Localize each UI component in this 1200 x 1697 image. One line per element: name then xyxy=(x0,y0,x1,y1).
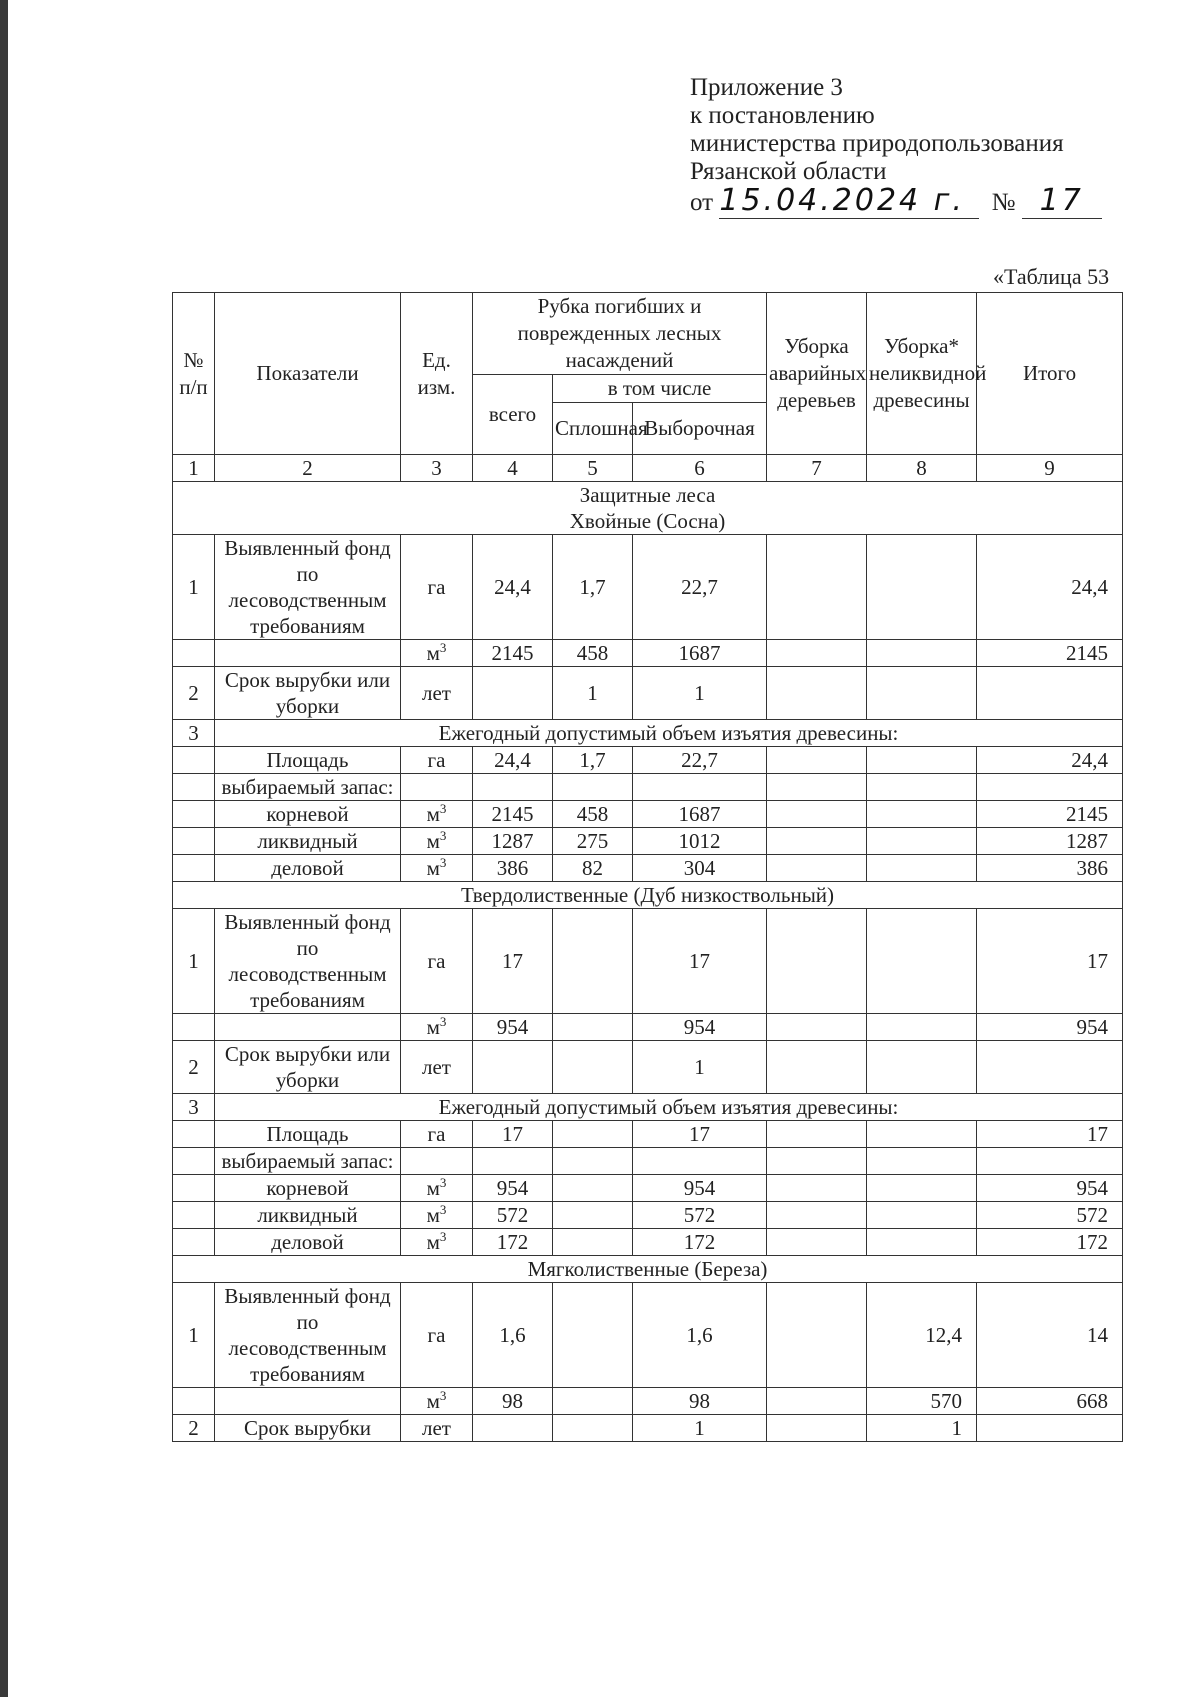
stock-row xyxy=(173,1229,1123,1256)
row-number: 1 xyxy=(173,535,215,640)
empty-cell xyxy=(173,1229,215,1256)
term-row xyxy=(173,1041,1123,1094)
value-itogo: 2145 xyxy=(977,640,1123,667)
col-unit-header: Ед. изм. xyxy=(401,293,473,455)
empty-cell xyxy=(215,640,401,667)
row-label: Выявленный фонд по лесоводственным требованиям xyxy=(215,535,401,640)
value-total: 572 xyxy=(473,1202,553,1229)
empty-cell xyxy=(215,1388,401,1415)
unit-cell: лет xyxy=(401,667,473,720)
value-selective: 172 xyxy=(633,1229,767,1256)
empty-cell xyxy=(173,1388,215,1415)
value-total: 1,6 xyxy=(473,1283,553,1388)
value-itogo: 954 xyxy=(977,1014,1123,1041)
column-number: 3 xyxy=(401,455,473,482)
value-itogo: 17 xyxy=(977,1121,1123,1148)
value-unmerch: 1 xyxy=(867,1415,977,1442)
value-unmerch xyxy=(867,909,977,1014)
value-total: 386 xyxy=(473,855,553,882)
empty-cell xyxy=(867,1148,977,1175)
column-number: 8 xyxy=(867,455,977,482)
value-selective: 954 xyxy=(633,1175,767,1202)
row-label: выбираемый запас: xyxy=(215,1148,401,1175)
value-itogo: 2145 xyxy=(977,801,1123,828)
empty-cell xyxy=(173,1014,215,1041)
value-total: 172 xyxy=(473,1229,553,1256)
value-itogo xyxy=(977,1041,1123,1094)
empty-cell xyxy=(977,774,1123,801)
value-selective: 22,7 xyxy=(633,535,767,640)
row-number: 2 xyxy=(173,667,215,720)
row-label: деловой xyxy=(215,1229,401,1256)
section-title-row xyxy=(173,1256,1123,1283)
value-itogo xyxy=(977,667,1123,720)
appendix-line-2: к постановлению xyxy=(690,102,875,129)
empty-cell xyxy=(633,774,767,801)
value-emergency xyxy=(767,1229,867,1256)
value-total: 24,4 xyxy=(473,747,553,774)
unit-cell: $м^3$ xyxy=(401,828,473,855)
col-num-header: № п/п xyxy=(173,293,215,455)
stock-label-row xyxy=(173,1148,1123,1175)
empty-cell xyxy=(553,1148,633,1175)
unit-cell: лет xyxy=(401,1041,473,1094)
value-selective: 98 xyxy=(633,1388,767,1415)
empty-cell xyxy=(173,801,215,828)
empty-cell xyxy=(767,1148,867,1175)
col-emergency-header: Уборка аварийных деревьев xyxy=(767,293,867,455)
col-cutting-header: Рубка погибших и поврежденных лесных насаждений xyxy=(473,293,767,375)
row-number: 3 xyxy=(173,1094,215,1121)
date-prefix: от xyxy=(690,189,714,216)
unit-cell: га xyxy=(401,1121,473,1148)
value-emergency xyxy=(767,909,867,1014)
empty-cell xyxy=(977,1148,1123,1175)
unit-cell: $м^3$ xyxy=(401,1229,473,1256)
fund-m3-row xyxy=(173,1014,1123,1041)
empty-cell xyxy=(401,1148,473,1175)
stock-row xyxy=(173,801,1123,828)
number-value: 17 xyxy=(1039,183,1084,218)
row-label: Площадь xyxy=(215,747,401,774)
col-indicators-header: Показатели xyxy=(215,293,401,455)
value-selective: 304 xyxy=(633,855,767,882)
term-row xyxy=(173,667,1123,720)
column-number: 1 xyxy=(173,455,215,482)
value-selective: 1 xyxy=(633,1041,767,1094)
row-label: ликвидный xyxy=(215,828,401,855)
fund-ha-row xyxy=(173,909,1123,1014)
number-prefix: № xyxy=(991,189,1016,216)
value-total: 24,4 xyxy=(473,535,553,640)
value-selective: 1,6 xyxy=(633,1283,767,1388)
value-selective: 17 xyxy=(633,1121,767,1148)
col-selective-header: Выборочная xyxy=(633,403,767,455)
empty-cell xyxy=(401,774,473,801)
col-unmerch-header: Уборка* неликвидной древесины xyxy=(867,293,977,455)
unit-cell: лет xyxy=(401,1415,473,1442)
value-itogo: 172 xyxy=(977,1229,1123,1256)
value-total: 17 xyxy=(473,909,553,1014)
value-unmerch xyxy=(867,1229,977,1256)
value-selective: 954 xyxy=(633,1014,767,1041)
unit-cell: $м^3$ xyxy=(401,1175,473,1202)
unit-cell: $м^3$ xyxy=(401,640,473,667)
value-unmerch xyxy=(867,1202,977,1229)
value-unmerch xyxy=(867,747,977,774)
empty-cell xyxy=(173,640,215,667)
forest-table xyxy=(172,292,1123,1442)
value-clear: 1,7 xyxy=(553,747,633,774)
row-label: Срок вырубки xyxy=(215,1415,401,1442)
table-body xyxy=(173,482,1123,1442)
annual-row xyxy=(173,1094,1123,1121)
value-selective: 17 xyxy=(633,909,767,1014)
value-emergency xyxy=(767,640,867,667)
section-title: Твердолиственные (Дуб низкоствольный) xyxy=(460,883,835,907)
section-title-cell xyxy=(173,882,1123,909)
value-clear: 1 xyxy=(553,667,633,720)
empty-cell xyxy=(767,774,867,801)
value-selective: 572 xyxy=(633,1202,767,1229)
stock-row xyxy=(173,828,1123,855)
value-emergency xyxy=(767,1014,867,1041)
value-emergency xyxy=(767,801,867,828)
value-total: 17 xyxy=(473,1121,553,1148)
value-unmerch: 12,4 xyxy=(867,1283,977,1388)
unit-cell: $м^3$ xyxy=(401,1202,473,1229)
value-emergency xyxy=(767,1388,867,1415)
value-itogo: 668 xyxy=(977,1388,1123,1415)
value-unmerch xyxy=(867,640,977,667)
col-including-header: в том числе xyxy=(553,375,767,403)
value-emergency xyxy=(767,828,867,855)
row-number: 1 xyxy=(173,1283,215,1388)
unit-cell: га xyxy=(401,1283,473,1388)
unit-cell: $м^3$ xyxy=(401,1014,473,1041)
table-label: «Таблица 53 xyxy=(993,264,1110,289)
empty-cell xyxy=(215,1014,401,1041)
empty-cell xyxy=(173,1148,215,1175)
annual-row xyxy=(173,720,1123,747)
value-emergency xyxy=(767,1175,867,1202)
section-title-row xyxy=(173,482,1123,535)
value-clear xyxy=(553,1283,633,1388)
value-unmerch xyxy=(867,1014,977,1041)
value-emergency xyxy=(767,855,867,882)
appendix-header xyxy=(690,74,1102,219)
value-total: 98 xyxy=(473,1388,553,1415)
row-label: Выявленный фонд по лесоводственным требованиям xyxy=(215,909,401,1014)
value-clear xyxy=(553,1121,633,1148)
appendix-title: Приложение 3 xyxy=(690,74,843,101)
section-title-cell xyxy=(173,1256,1123,1283)
value-unmerch xyxy=(867,1041,977,1094)
value-clear xyxy=(553,1175,633,1202)
value-clear: 458 xyxy=(553,801,633,828)
row-label: корневой xyxy=(215,1175,401,1202)
value-total: 2145 xyxy=(473,640,553,667)
fund-m3-row xyxy=(173,1388,1123,1415)
unit-cell: $м^3$ xyxy=(401,855,473,882)
empty-cell xyxy=(173,1202,215,1229)
row-label: выбираемый запас: xyxy=(215,774,401,801)
value-itogo: 1287 xyxy=(977,828,1123,855)
value-total xyxy=(473,1041,553,1094)
row-label: Выявленный фонд по лесоводственным требованиям xyxy=(215,1283,401,1388)
value-total xyxy=(473,667,553,720)
value-total: 1287 xyxy=(473,828,553,855)
empty-cell xyxy=(553,774,633,801)
value-clear xyxy=(553,1202,633,1229)
row-label: ликвидный xyxy=(215,1202,401,1229)
row-label: корневой xyxy=(215,801,401,828)
value-clear xyxy=(553,1041,633,1094)
value-itogo: 17 xyxy=(977,909,1123,1014)
value-itogo: 14 xyxy=(977,1283,1123,1388)
unit-cell: $м^3$ xyxy=(401,1388,473,1415)
value-selective: 1 xyxy=(633,1415,767,1442)
section-title-row xyxy=(173,882,1123,909)
appendix-date-line xyxy=(690,183,1102,219)
value-selective: 1687 xyxy=(633,640,767,667)
value-unmerch xyxy=(867,1121,977,1148)
value-emergency xyxy=(767,667,867,720)
unit-cell: га xyxy=(401,535,473,640)
stock-label-row xyxy=(173,774,1123,801)
stock-row xyxy=(173,855,1123,882)
value-itogo: 386 xyxy=(977,855,1123,882)
empty-cell xyxy=(173,1121,215,1148)
fund-ha-row xyxy=(173,535,1123,640)
col-itogo-header: Итого xyxy=(977,293,1123,455)
fund-m3-row xyxy=(173,640,1123,667)
section-group-title: Защитные леса xyxy=(579,483,716,507)
number-field xyxy=(1022,183,1102,219)
area-row xyxy=(173,747,1123,774)
value-itogo: 572 xyxy=(977,1202,1123,1229)
value-emergency xyxy=(767,1283,867,1388)
value-clear: 1,7 xyxy=(553,535,633,640)
area-row xyxy=(173,1121,1123,1148)
annual-label: Ежегодный допустимый объем изъятия древесины: xyxy=(215,720,1123,747)
row-number: 2 xyxy=(173,1415,215,1442)
empty-cell xyxy=(173,855,215,882)
section-title: Хвойные (Сосна) xyxy=(569,509,726,533)
empty-cell xyxy=(633,1148,767,1175)
unit-cell: $м^3$ xyxy=(401,801,473,828)
col-clear-header: Сплошная xyxy=(553,403,633,455)
value-emergency xyxy=(767,535,867,640)
column-number: 6 xyxy=(633,455,767,482)
scan-edge xyxy=(0,0,8,1697)
value-clear xyxy=(553,909,633,1014)
annual-label: Ежегодный допустимый объем изъятия древесины: xyxy=(215,1094,1123,1121)
value-selective: 1 xyxy=(633,667,767,720)
value-clear xyxy=(553,1014,633,1041)
value-unmerch xyxy=(867,855,977,882)
value-clear: 275 xyxy=(553,828,633,855)
unit-cell: га xyxy=(401,747,473,774)
value-itogo: 24,4 xyxy=(977,747,1123,774)
row-label: Срок вырубки или уборки xyxy=(215,667,401,720)
column-number: 4 xyxy=(473,455,553,482)
empty-cell xyxy=(173,1175,215,1202)
value-itogo: 954 xyxy=(977,1175,1123,1202)
section-title: Мягколиственные (Береза) xyxy=(527,1257,768,1281)
value-total xyxy=(473,1415,553,1442)
value-itogo: 24,4 xyxy=(977,535,1123,640)
stock-row xyxy=(173,1202,1123,1229)
fund-ha-row xyxy=(173,1283,1123,1388)
value-clear: 82 xyxy=(553,855,633,882)
value-unmerch xyxy=(867,801,977,828)
empty-cell xyxy=(473,774,553,801)
appendix-line-3: министерства природопользования xyxy=(690,130,1064,157)
empty-cell xyxy=(173,774,215,801)
row-label: Срок вырубки или уборки xyxy=(215,1041,401,1094)
value-total: 954 xyxy=(473,1014,553,1041)
value-clear: 458 xyxy=(553,640,633,667)
header-row-1 xyxy=(173,293,1123,375)
value-emergency xyxy=(767,747,867,774)
value-emergency xyxy=(767,1202,867,1229)
unit-cell: га xyxy=(401,909,473,1014)
date-field xyxy=(719,183,979,219)
column-number: 9 xyxy=(977,455,1123,482)
value-clear xyxy=(553,1229,633,1256)
row-number: 1 xyxy=(173,909,215,1014)
value-emergency xyxy=(767,1415,867,1442)
value-selective: 22,7 xyxy=(633,747,767,774)
value-selective: 1012 xyxy=(633,828,767,855)
empty-cell xyxy=(173,747,215,774)
value-emergency xyxy=(767,1121,867,1148)
value-emergency xyxy=(767,1041,867,1094)
term-row xyxy=(173,1415,1123,1442)
appendix-line-4: Рязанской области xyxy=(690,158,887,185)
section-title-cell xyxy=(173,482,1123,535)
value-unmerch: 570 xyxy=(867,1388,977,1415)
value-selective: 1687 xyxy=(633,801,767,828)
column-number: 7 xyxy=(767,455,867,482)
column-number: 5 xyxy=(553,455,633,482)
value-unmerch xyxy=(867,535,977,640)
date-value: 15.04.2024 г. xyxy=(719,183,965,218)
value-unmerch xyxy=(867,828,977,855)
value-clear xyxy=(553,1388,633,1415)
empty-cell xyxy=(173,828,215,855)
column-number: 2 xyxy=(215,455,401,482)
value-total: 2145 xyxy=(473,801,553,828)
value-unmerch xyxy=(867,1175,977,1202)
value-total: 954 xyxy=(473,1175,553,1202)
value-unmerch xyxy=(867,667,977,720)
stock-row xyxy=(173,1175,1123,1202)
row-label: деловой xyxy=(215,855,401,882)
empty-cell xyxy=(867,774,977,801)
column-numbers-row xyxy=(173,455,1123,482)
col-total-header: всего xyxy=(473,375,553,455)
value-clear xyxy=(553,1415,633,1442)
value-itogo xyxy=(977,1415,1123,1442)
row-number: 2 xyxy=(173,1041,215,1094)
empty-cell xyxy=(473,1148,553,1175)
row-number: 3 xyxy=(173,720,215,747)
row-label: Площадь xyxy=(215,1121,401,1148)
